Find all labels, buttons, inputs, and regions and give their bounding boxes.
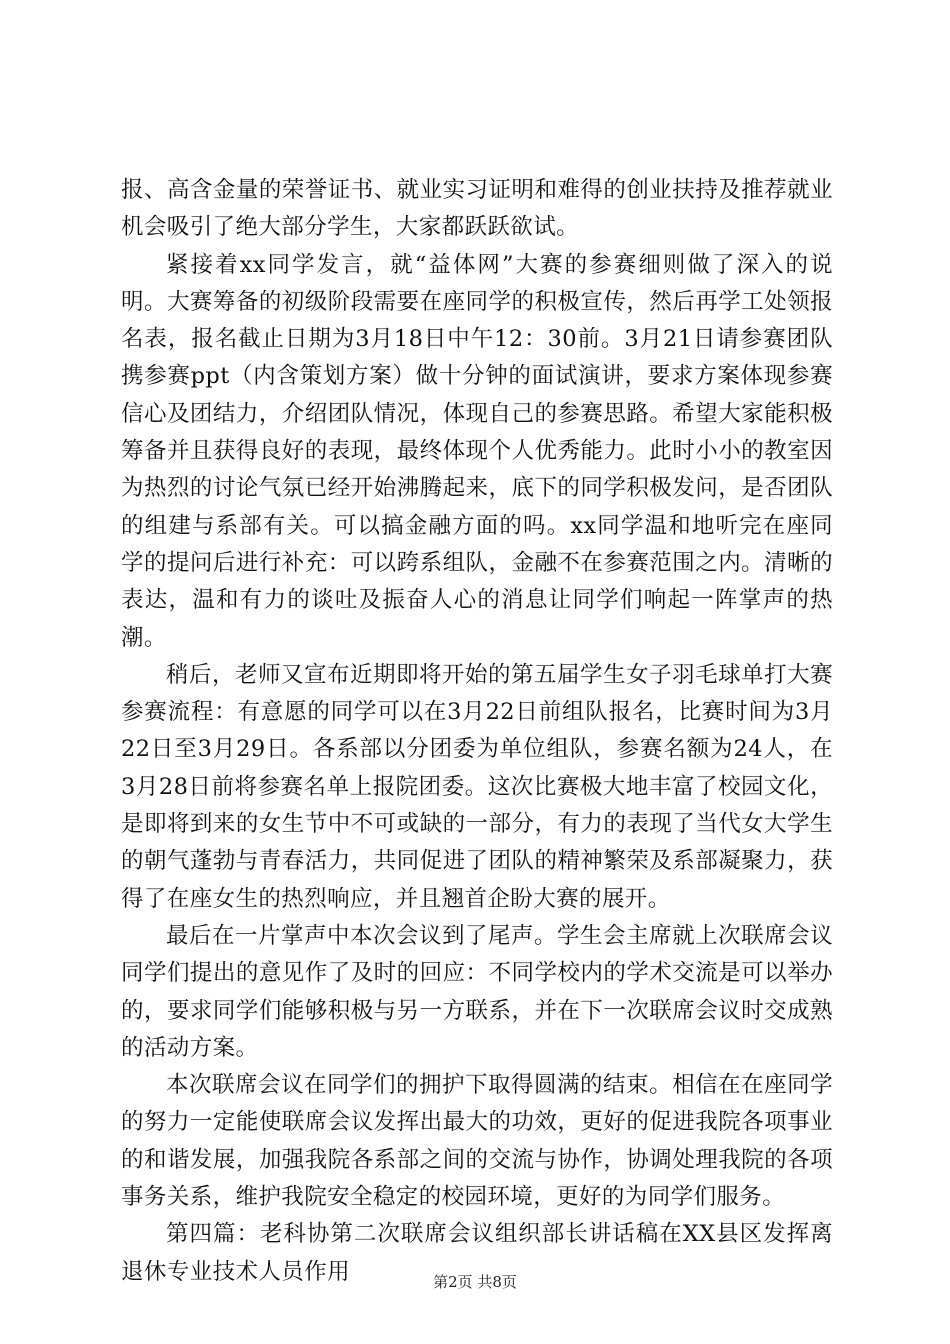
- document-body: [121, 172, 833, 1291]
- section-heading: 第四篇：老科协第二次联席会议组织部长讲话稿在XX县区发挥离退休专业技术人员作用: [121, 1221, 833, 1285]
- paragraph-competition-rules: 紧接着xx同学发言，就“益体网”大赛的参赛细则做了深入的说明。大赛筹备的初级阶段需要在座同学的积极宣传，然后再学工处领报名表，报名截止日期为3月18日中午12：30前。3月21日请参赛团队携参赛ppt（内含策划方案）做十分钟的面试演讲，要求方案体现参赛信心及团结力，介绍团队情况，体现自己的参赛思路。希望大家能积极筹备并且获得良好的表现，最终体现个人优秀能力。此时小小的教室因为热烈的讨论气氛已经开始沸腾起来，底下的同学积极发问，是否团队的组建与系部有关。可以搞金融方面的吗。xx同学温和地听完在座同学的提问后进行补充：可以跨系组队，金融不在参赛范围之内。清晰的表达，温和有力的谈吐及振奋人心的消息让同学们响起一阵掌声的热潮。: [121, 251, 833, 651]
- paragraph-continuation: 报、高含金量的荣誉证书、就业实习证明和难得的创业扶持及推荐就业机会吸引了绝大部分学生，大家都跃跃欲试。: [121, 177, 833, 241]
- paragraph-badminton-event: 稍后，老师又宣布近期即将开始的第五届学生女子羽毛球单打大赛参赛流程：有意愿的同学可以在3月22日前组队报名，比赛时间为3月22日至3月29日。各系部以分团委为单位组队，参赛名额为24人，在3月28日前将参赛名单上报院团委。这次比赛极大地丰富了校园文化，是即将到来的女生节中不可或缺的一部分，有力的表现了当代女大学生的朝气蓬勃与青春活力，共同促进了团队的精神繁荣及系部凝聚力，获得了在座女生的热烈响应，并且翘首企盼大赛的展开。: [121, 661, 833, 912]
- paragraph-conclusion: 本次联席会议在同学们的拥护下取得圆满的结束。相信在在座同学的努力一定能使联席会议发挥出最大的功效，更好的促进我院各项事业的和谐发展，加强我院各系部之间的交流与协作，协调处理我院的各项事务关系，维护我院安全稳定的校园环境，更好的为同学们服务。: [121, 1072, 833, 1211]
- page-number-footer: 第2页 共8页: [433, 1273, 517, 1291]
- paragraph-meeting-end: 最后在一片掌声中本次会议到了尾声。学生会主席就上次联席会议同学们提出的意见作了及时的回应：不同学校内的学术交流是可以举办的，要求同学们能够积极与另一方联系，并在下一次联席会议时交成熟的活动方案。: [121, 922, 833, 1061]
